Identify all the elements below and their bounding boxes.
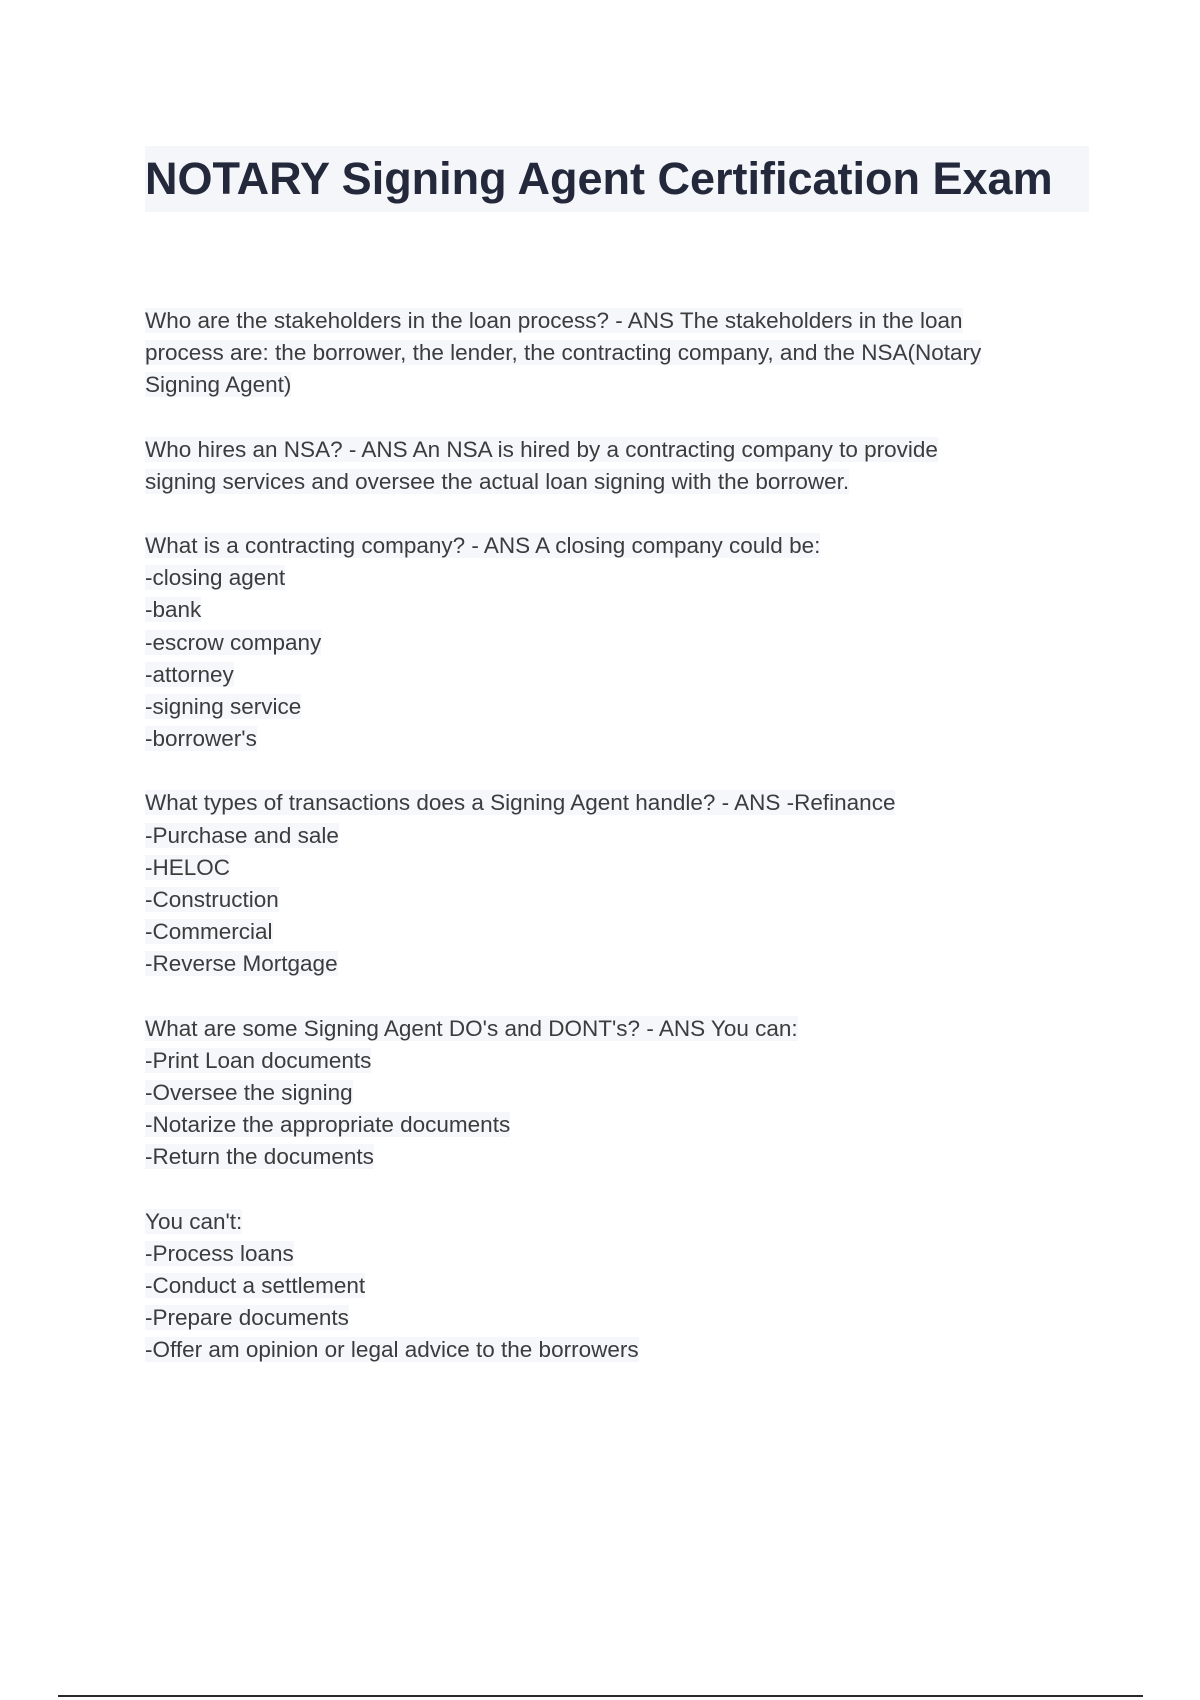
qa-line: Signing Agent) [145, 372, 292, 398]
qa-line: You can't: [145, 1208, 243, 1234]
list-item: -Prepare documents [145, 1305, 349, 1331]
qa-line: What is a contracting company? - ANS A closing company could be: [145, 533, 821, 559]
page-title: NOTARY Signing Agent Certification Exam [145, 153, 1053, 204]
list-item: -Purchase and sale [145, 822, 339, 848]
qa-item-contracting-company [145, 530, 1075, 755]
qa-line: What are some Signing Agent DO's and DONT's? - ANS You can: [145, 1015, 798, 1041]
qa-item-transaction-types [145, 787, 1075, 980]
list-item: -Construction [145, 887, 279, 913]
list-item: -HELOC [145, 854, 231, 880]
list-item: -Process loans [145, 1240, 294, 1266]
qa-line: signing services and oversee the actual loan signing with the borrower. [145, 468, 850, 494]
qa-item-who-hires [145, 434, 1075, 498]
footer-divider [58, 1695, 1143, 1697]
qa-line: What types of transactions does a Signing Agent handle? - ANS -Refinance [145, 790, 896, 816]
list-item: -Commercial [145, 919, 273, 945]
list-item: -Notarize the appropriate documents [145, 1112, 511, 1138]
list-item: -signing service [145, 694, 302, 720]
list-item: -attorney [145, 661, 234, 687]
list-item: -escrow company [145, 629, 322, 655]
list-item: -Oversee the signing [145, 1080, 353, 1106]
qa-item-stakeholders [145, 305, 1075, 402]
list-item: -Reverse Mortgage [145, 951, 338, 977]
qa-line: process are: the borrower, the lender, the contracting company, and the NSA(Notary [145, 340, 982, 366]
list-item: -closing agent [145, 565, 286, 591]
list-item: -borrower's [145, 726, 257, 752]
qa-content [145, 305, 1075, 1399]
qa-item-dos-and-donts [145, 1013, 1075, 1174]
list-item: -bank [145, 597, 202, 623]
list-item: -Return the documents [145, 1144, 374, 1170]
qa-line: Who hires an NSA? - ANS An NSA is hired by a contracting company to provide [145, 436, 938, 462]
list-item: -Print Loan documents [145, 1047, 372, 1073]
list-item: -Conduct a settlement [145, 1273, 366, 1299]
qa-line: Who are the stakeholders in the loan process? - ANS The stakeholders in the loan [145, 308, 963, 333]
qa-item-you-cant [145, 1206, 1075, 1367]
list-item: -Offer am opinion or legal advice to the borrowers [145, 1337, 639, 1363]
title-highlight [145, 146, 1089, 212]
